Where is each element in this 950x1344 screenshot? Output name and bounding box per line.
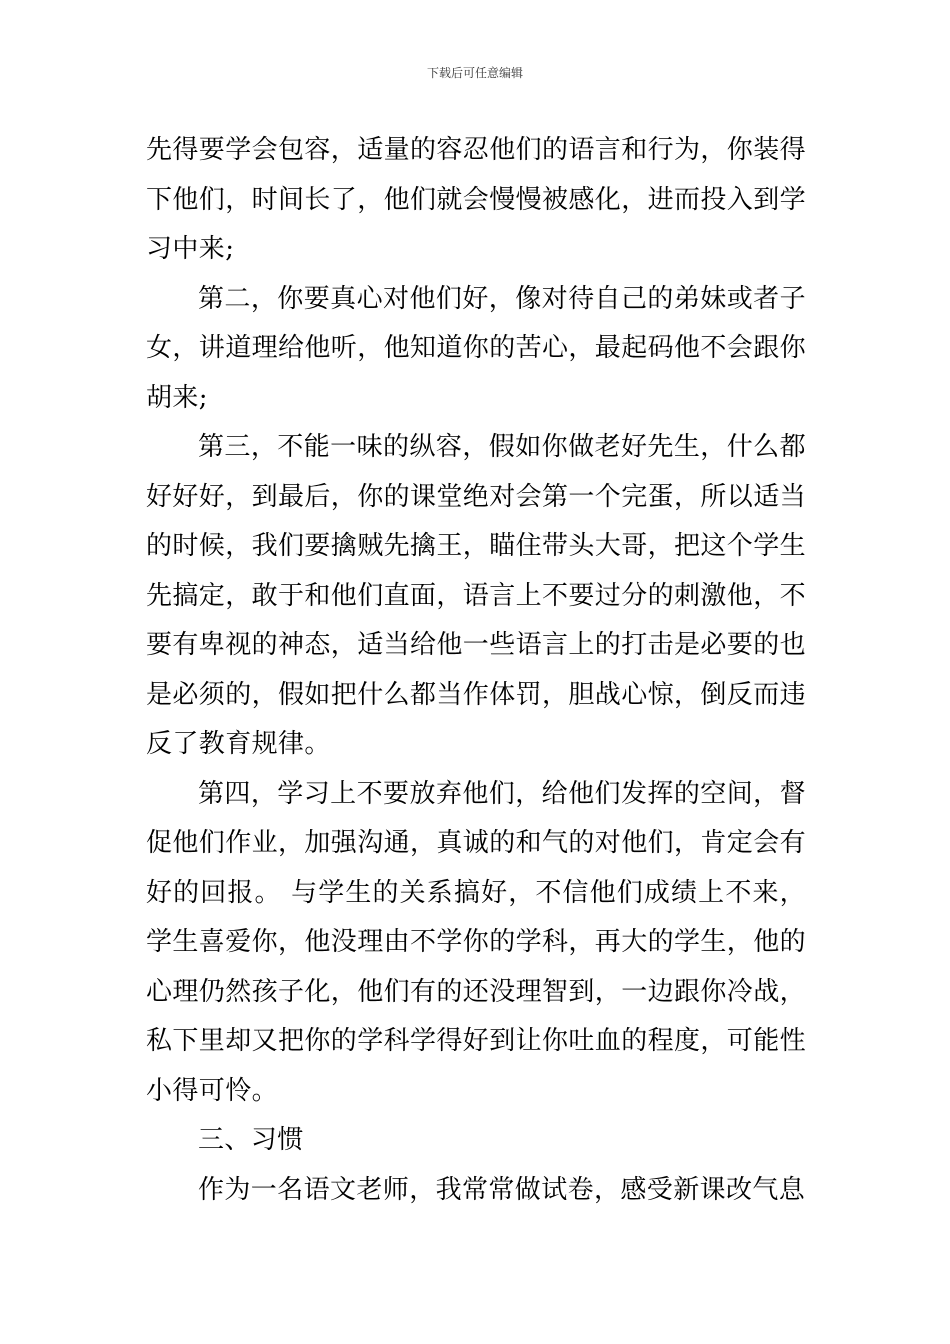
document-body — [146, 126, 806, 1215]
paragraph-third: 第三，不能一味的纵容，假如你做老好先生，什么都好好好，到最后，你的课堂绝对会第一个完蛋，所以适当的时候，我们要擒贼先擒王，瞄住带头大哥，把这个学生先搞定，敢于和他们直面，语言上不要过分的刺激他，不要有卑视的神态，适当给他一些语言上的打击是必要的也是必须的，假如把什么都当作体罚，胆战心惊，倒反而违反了教育规律。 — [146, 432, 807, 759]
page-header: 下载后可任意编辑 — [426, 66, 523, 80]
paragraph-second: 第二，你要真心对他们好，像对待自己的弟妹或者子女，讲道理给他听，他知道你的苦心，最起码他不会跟你胡来; — [146, 283, 807, 413]
paragraph-tolerance: 先得要学会包容，适量的容忍他们的语言和行为，你装得下他们，时间长了，他们就会慢慢被感化，进而投入到学习中来; — [146, 135, 807, 264]
section-heading-habits: 三、习惯 — [198, 1125, 304, 1155]
paragraph-fourth: 第四，学习上不要放弃他们，给他们发挥的空间，督促他们作业，加强沟通，真诚的和气的对他们，肯定会有好的回报。 与学生的关系搞好，不信他们成绩上不来，学生喜爱你，他没理由不学你的学科，再大的学生，他的心理仍然孩子化，他们有的还没理智到，一边跟你冷战，私下里却又把你的学科学得好到让你吐血的程度，可能性小得可怜。 — [146, 778, 807, 1106]
paragraph-habits-intro: 作为一名语文老师，我常常做试卷，感受新课改气息 — [198, 1174, 806, 1205]
